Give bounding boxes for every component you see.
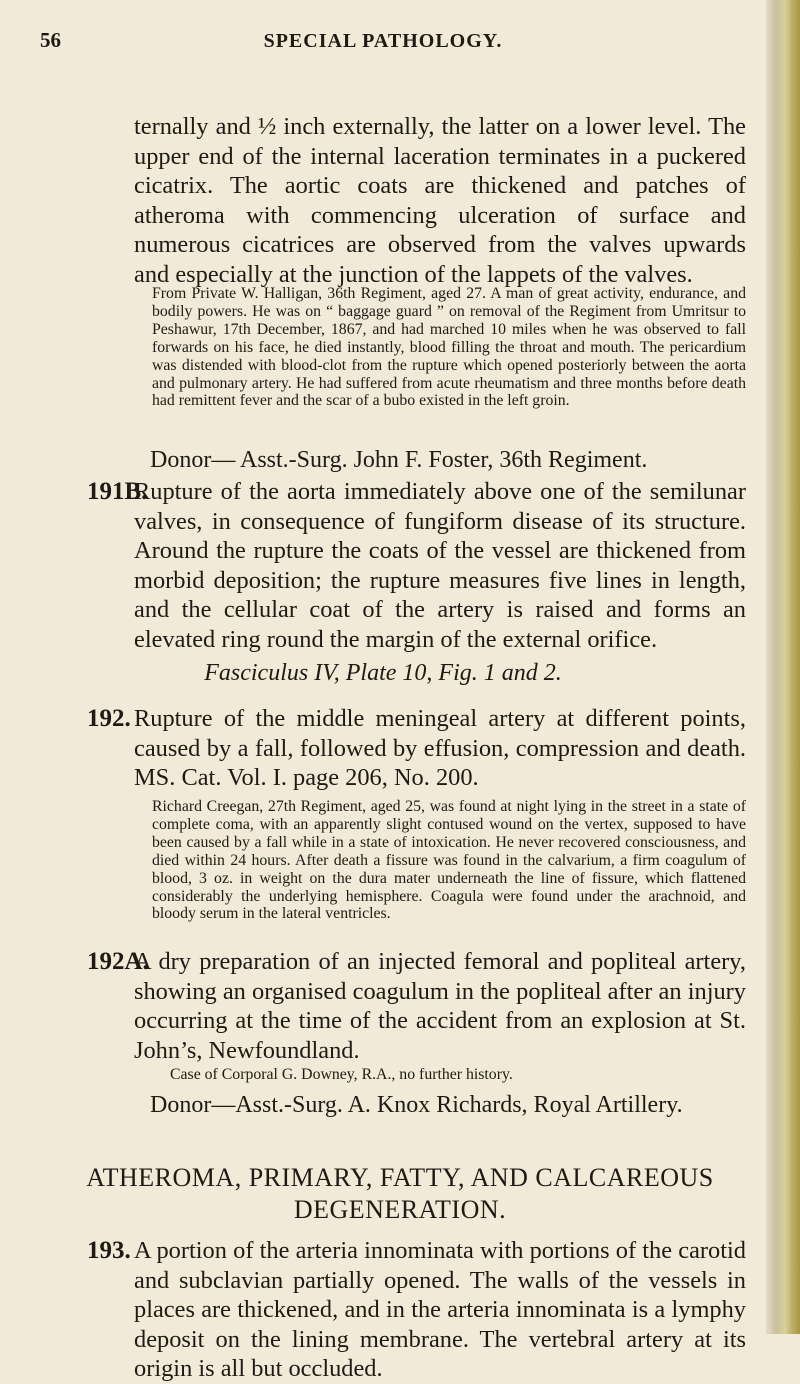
entry-text: A dry preparation of an injected femoral and popliteal artery, showing an organised coagulum in the popliteal after an injury occurring at the time of the accident from an explosion at St. John’s, Newfoundland. [134,948,746,1064]
plate-reference: Fasciculus IV, Plate 10, Fig. 1 and 2. [204,660,562,686]
running-head: SPECIAL PATHOLOGY. [263,30,503,52]
section-heading-line-1: ATHEROMA, PRIMARY, FATTY, AND CALCAREOUS [86,1163,714,1192]
entry-case-note: Case of Corporal G. Downey, R.A., no further history. [170,1066,513,1083]
entry-number: 192. [87,705,131,732]
page-number: 56 [40,28,61,52]
entry-text: A portion of the arteria innominata with portions of the carotid and subclavian partially opened. The walls of the vessels in places are thickened, and in the arteria innominata is a lymphy deposit on the lining membrane. The vertebral artery at its origin is all but occluded. [134,1237,746,1383]
entry-text: Rupture of the aorta immediately above one of the semilunar valves, in consequence of fungiform disease of its structure. Around the rupture the coats of the vessel are thickened from morbid deposition; the rupture measures five lines in length, and the cellular coat of the artery is raised and forms an elevated ring round the margin of the external orifice. [134,478,746,653]
section-heading-line-2: DEGENERATION. [293,1195,507,1224]
entry-number: 193. [87,1237,131,1264]
intro-paragraph: ternally and ½ inch externally, the latter on a lower level. The upper end of the internal laceration terminates in a puckered cicatrix. The aortic coats are thickened and patches of atheroma with commencing ulceration of surface and numerous cicatrices are observed from the valves upwards and especially at the junction of the lappets of the valves. [134,113,746,288]
intro-case-note: From Private W. Halligan, 36th Regiment, aged 27. A man of great activity, endurance, and bodily powers. He was on “ baggage guard ” on removal of the Regiment from Umritsur to Peshawur, 17th December, 1867, and had marched 10 miles when he was observed to fall forwards on his face, he died instantly, blood filling the throat and mouth. The pericardium was distended with blood-clot from the rupture which opened posteriorly between the aorta and pulmonary artery. He had suffered from acute rheumatism and three months before death had remittent fever and the scar of a bubo existed in the left groin. [152,285,746,410]
entry-number: 191B. [87,478,148,505]
entry-number: 192A. [87,948,149,975]
entry-case-note: Richard Creegan, 27th Regiment, aged 25, was found at night lying in the street in a state of complete coma, with an apparently slight contused wound on the vertex, supposed to have been caused by a fall while in a state of intoxication. He never recovered consciousness, and died within 24 hours. After death a fissure was found in the calvarium, a firm coagulum of blood, 3 oz. in weight on the dura mater underneath the line of fissure, which flattened considerably the underlying hemisphere. Coagula were found under the arachnoid, and bloody serum in the lateral ventricles. [152,798,746,923]
entry-donor: Donor—Asst.-Surg. A. Knox Richards, Royal Artillery. [150,1092,683,1118]
intro-donor: Donor— Asst.-Surg. John F. Foster, 36th Regiment. [150,447,648,473]
page-edge [766,0,800,1334]
entry-text: Rupture of the middle meningeal artery at different points, caused by a fall, followed by effusion, compression and death. MS. Cat. Vol. I. page 206, No. 200. [134,705,746,792]
